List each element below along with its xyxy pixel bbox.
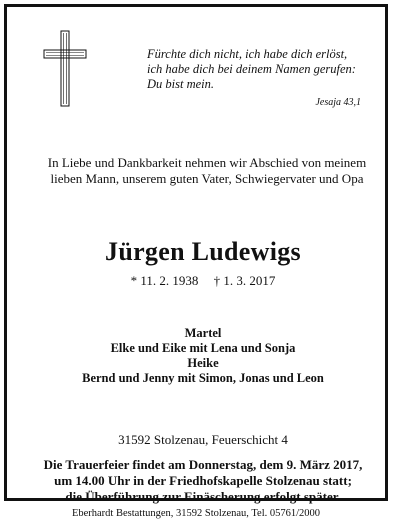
funeral-notice-line: die Überführung zur Einäscherung erfolgt später. xyxy=(65,489,341,504)
funeral-home-footer: Eberhardt Bestattungen, 31592 Stolzenau, Tel. 05761/2000 xyxy=(71,508,321,519)
intro-text xyxy=(21,155,393,187)
verse-line: Fürchte dich nicht, ich habe dich erlöst, xyxy=(147,47,348,61)
deceased-name: Jürgen Ludewigs xyxy=(105,237,301,266)
bible-verse xyxy=(147,47,377,92)
intro-line: In Liebe und Dankbarkeit nehmen wir Abschied von meinem xyxy=(47,155,367,170)
verse-source: Jesaja 43,1 xyxy=(315,97,361,108)
family-member: Martel xyxy=(184,326,222,340)
funeral-notice-line: um 14.00 Uhr in der Friedhofskapelle Stolzenau statt; xyxy=(54,473,352,488)
obituary-frame xyxy=(4,4,388,504)
cross-icon xyxy=(43,30,87,107)
family-member: Heike xyxy=(187,356,219,370)
family-member: Bernd und Jenny mit Simon, Jonas und Leon xyxy=(82,371,324,385)
family-address: 31592 Stolzenau, Feuerschicht 4 xyxy=(118,432,288,447)
life-dates xyxy=(7,273,399,289)
funeral-notice-line: Die Trauerfeier findet am Donnerstag, dem 9. März 2017, xyxy=(43,457,363,472)
birth-date: * 11. 2. 1938 xyxy=(130,273,199,288)
death-date: † 1. 3. 2017 xyxy=(213,273,276,288)
funeral-notice xyxy=(7,457,399,505)
family-member: Elke und Eike mit Lena und Sonja xyxy=(110,341,296,355)
verse-line: Du bist mein. xyxy=(147,77,215,91)
intro-line: lieben Mann, unserem guten Vater, Schwiegervater und Opa xyxy=(50,171,364,186)
family-list xyxy=(7,326,399,386)
verse-line: ich habe dich bei deinem Namen gerufen: xyxy=(147,62,356,76)
